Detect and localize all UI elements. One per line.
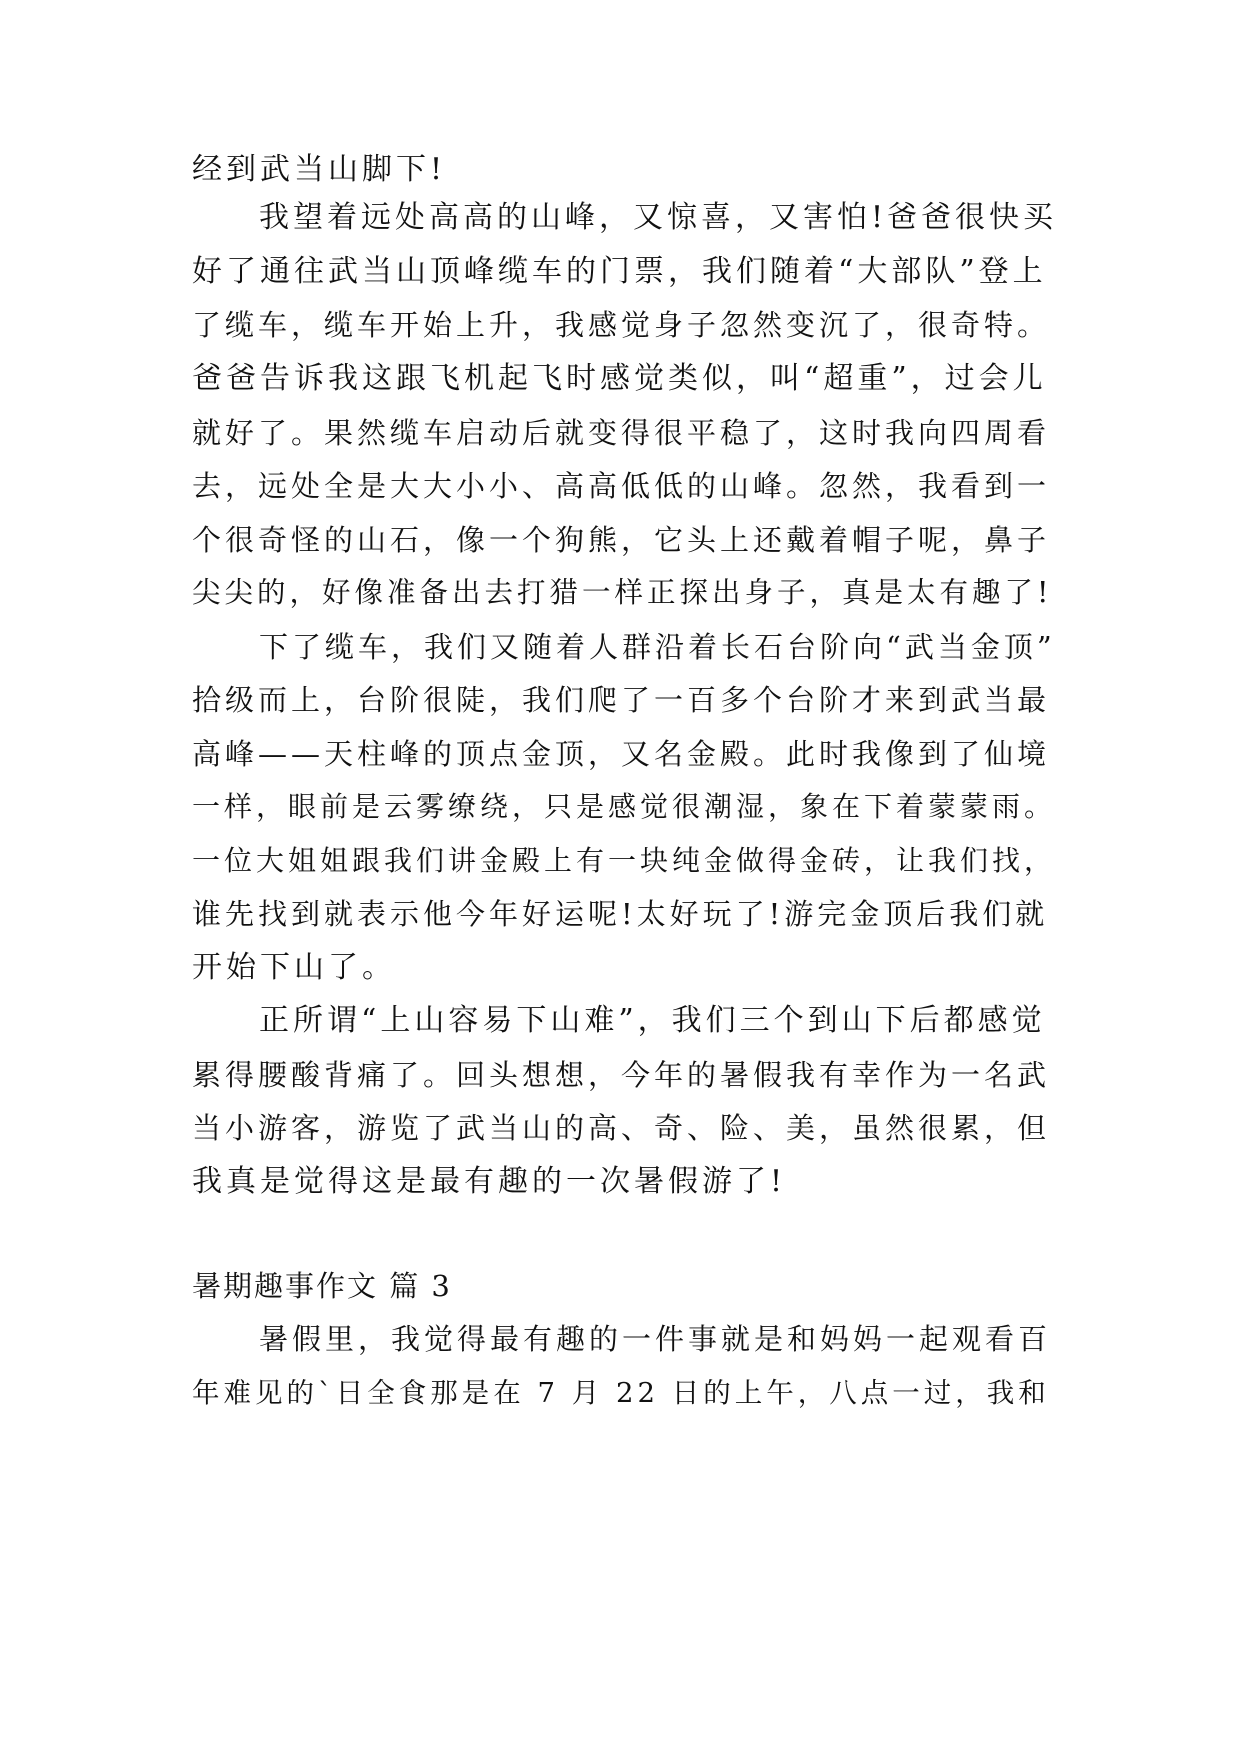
text-line: 经到武当山脚下!	[192, 152, 447, 187]
section-heading: 暑期趣事作文 篇 3	[192, 1269, 452, 1303]
text-line: 累得腰酸背痛了。回头想想，今年的暑假我有幸作为一名武	[192, 1058, 1051, 1092]
paragraph-start-line: 我望着远处高高的山峰，又惊喜，又害怕!爸爸很快买	[259, 200, 1058, 235]
text-line: 去，远处全是大大小小、高高低低的山峰。忽然，我看到一	[192, 469, 1051, 503]
text-line: 我真是觉得这是最有趣的一次暑假游了!	[192, 1164, 787, 1199]
text-line: 就好了。果然缆车启动后就变得很平稳了，这时我向四周看	[192, 416, 1051, 450]
text-line: 拾级而上，台阶很陡，我们爬了一百多个台阶才来到武当最	[192, 683, 1051, 717]
text-line: 一位大姐姐跟我们讲金殿上有一块纯金做得金砖，让我们找，	[192, 844, 1057, 877]
text-line: 年难见的`日全食那是在 7 月 22 日的上午，八点一过，我和	[192, 1377, 1050, 1409]
paragraph-start-line: 下了缆车，我们又随着人群沿着长石台阶向“武当金顶”	[259, 630, 1056, 664]
text-line: 开始下山了。	[192, 950, 396, 985]
paragraph-start-line: 正所谓“上山容易下山难”，我们三个到山下后都感觉	[259, 1003, 1046, 1038]
text-line: 谁先找到就表示他今年好运呢!太好玩了!游完金顶后我们就	[192, 897, 1049, 931]
text-line: 个很奇怪的山石，像一个狗熊，它头上还戴着帽子呢，鼻子	[192, 523, 1051, 557]
paragraph-start-line: 暑假里，我觉得最有趣的一件事就是和妈妈一起观看百	[259, 1322, 1052, 1356]
text-line: 当小游客，游览了武当山的高、奇、险、美，虽然很累，但	[192, 1111, 1051, 1145]
text-line: 高峰——天柱峰的顶点金顶，又名金殿。此时我像到了仙境	[192, 737, 1051, 771]
text-line: 好了通往武当山顶峰缆车的门票，我们随着“大部队”登上	[192, 254, 1047, 289]
text-line: 尖尖的，好像准备出去打猎一样正探出身子，真是太有趣了!	[192, 576, 1053, 609]
text-line: 一样，眼前是云雾缭绕，只是感觉很潮湿，象在下着蒙蒙雨。	[192, 790, 1057, 823]
text-line: 了缆车，缆车开始上升，我感觉身子忽然变沉了，很奇特。	[192, 308, 1051, 342]
text-line: 爸爸告诉我这跟飞机起飞时感觉类似，叫“超重”，过会儿	[192, 361, 1047, 396]
